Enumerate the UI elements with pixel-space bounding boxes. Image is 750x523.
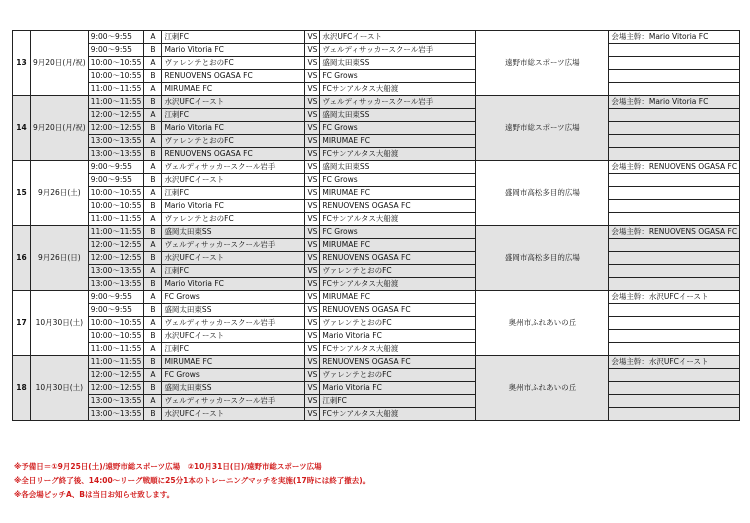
away-team: MIRUMAE FC — [320, 135, 476, 148]
vs-label: VS — [305, 148, 320, 161]
match-time: 13:00～13:55 — [88, 135, 144, 148]
round-venue: 遠野市総スポーツ広場 — [476, 31, 609, 96]
vs-label: VS — [305, 278, 320, 291]
match-time: 11:00～11:55 — [88, 356, 144, 369]
round-host: 会場主幹：RENUOVENS OGASA FC — [609, 161, 740, 174]
table-row — [13, 200, 740, 213]
match-time: 11:00～11:55 — [88, 83, 144, 96]
table-row — [13, 96, 740, 109]
match-pitch: A — [144, 239, 162, 252]
vs-label: VS — [305, 187, 320, 200]
match-time: 12:00～12:55 — [88, 252, 144, 265]
home-team: 江刺FC — [162, 31, 305, 44]
match-time: 13:00～13:55 — [88, 408, 144, 421]
match-pitch: B — [144, 226, 162, 239]
round-host: 会場主幹：Mario Vitoria FC — [609, 31, 740, 44]
match-time: 10:00～10:55 — [88, 317, 144, 330]
match-pitch: A — [144, 57, 162, 70]
round-venue: 遠野市総スポーツ広場 — [476, 96, 609, 161]
match-pitch: B — [144, 304, 162, 317]
match-time: 9:00～9:55 — [88, 174, 144, 187]
match-time: 10:00～10:55 — [88, 200, 144, 213]
match-time: 10:00～10:55 — [88, 330, 144, 343]
vs-label: VS — [305, 395, 320, 408]
home-team: 水沢UFCイースト — [162, 252, 305, 265]
match-time: 12:00～12:55 — [88, 382, 144, 395]
host-empty-cell — [609, 57, 740, 70]
host-empty-cell — [609, 408, 740, 421]
round-venue: 奥州市ふれあいの丘 — [476, 356, 609, 421]
away-team: 盛岡太田東SS — [320, 109, 476, 122]
vs-label: VS — [305, 70, 320, 83]
host-empty-cell — [609, 252, 740, 265]
match-pitch: A — [144, 291, 162, 304]
match-pitch: B — [144, 408, 162, 421]
away-team: MIRUMAE FC — [320, 239, 476, 252]
match-time: 12:00～12:55 — [88, 109, 144, 122]
table-row — [13, 174, 740, 187]
away-team: FC Grows — [320, 174, 476, 187]
round-number: 13 — [13, 31, 31, 96]
home-team: ヴァレンテとおのFC — [162, 135, 305, 148]
vs-label: VS — [305, 96, 320, 109]
match-time: 9:00～9:55 — [88, 31, 144, 44]
match-time: 10:00～10:55 — [88, 187, 144, 200]
round-date: 10月30日(土) — [31, 291, 89, 356]
match-time: 11:00～11:55 — [88, 96, 144, 109]
table-row — [13, 83, 740, 96]
vs-label: VS — [305, 174, 320, 187]
home-team: ヴェルディサッカースクール岩手 — [162, 161, 305, 174]
table-row — [13, 239, 740, 252]
home-team: 盛岡太田東SS — [162, 304, 305, 317]
away-team: ヴァレンテとおのFC — [320, 265, 476, 278]
host-empty-cell — [609, 382, 740, 395]
away-team: MIRUMAE FC — [320, 291, 476, 304]
away-team: RENUOVENS OGASA FC — [320, 252, 476, 265]
round-date: 9月20日(月/祝) — [31, 31, 89, 96]
match-time: 13:00～13:55 — [88, 278, 144, 291]
home-team: FC Grows — [162, 291, 305, 304]
round-host: 会場主幹：水沢UFCイースト — [609, 356, 740, 369]
vs-label: VS — [305, 213, 320, 226]
table-row — [13, 161, 740, 174]
away-team: 盛岡太田東SS — [320, 161, 476, 174]
host-empty-cell — [609, 83, 740, 96]
away-team: FCサンアルタス大船渡 — [320, 148, 476, 161]
home-team: ヴァレンテとおのFC — [162, 213, 305, 226]
vs-label: VS — [305, 252, 320, 265]
match-pitch: A — [144, 187, 162, 200]
home-team: RENUOVENS OGASA FC — [162, 148, 305, 161]
away-team: ヴァレンテとおのFC — [320, 317, 476, 330]
vs-label: VS — [305, 382, 320, 395]
home-team: ヴェルディサッカースクール岩手 — [162, 317, 305, 330]
match-pitch: B — [144, 174, 162, 187]
home-team: Mario Vitoria FC — [162, 278, 305, 291]
match-time: 11:00～11:55 — [88, 343, 144, 356]
table-row — [13, 265, 740, 278]
home-team: RENUOVENS OGASA FC — [162, 70, 305, 83]
table-row — [13, 252, 740, 265]
host-empty-cell — [609, 369, 740, 382]
match-pitch: A — [144, 317, 162, 330]
vs-label: VS — [305, 135, 320, 148]
round-date: 9月26日(土) — [31, 161, 89, 226]
away-team: FCサンアルタス大船渡 — [320, 83, 476, 96]
home-team: Mario Vitoria FC — [162, 200, 305, 213]
home-team: 盛岡太田東SS — [162, 226, 305, 239]
match-pitch: B — [144, 44, 162, 57]
match-time: 12:00～12:55 — [88, 369, 144, 382]
table-row — [13, 31, 740, 44]
vs-label: VS — [305, 200, 320, 213]
away-team: MIRUMAE FC — [320, 187, 476, 200]
host-empty-cell — [609, 135, 740, 148]
table-row — [13, 70, 740, 83]
table-row — [13, 317, 740, 330]
match-time: 10:00～10:55 — [88, 70, 144, 83]
table-row — [13, 291, 740, 304]
home-team: 盛岡太田東SS — [162, 382, 305, 395]
away-team: FCサンアルタス大船渡 — [320, 408, 476, 421]
note-reserve-days: ※予備日＝①9月25日(土)/遠野市総スポーツ広場 ②10月31日(日)/遠野市総スポーツ広場 — [14, 462, 322, 471]
table-row — [13, 226, 740, 239]
round-host: 会場主幹：Mario Vitoria FC — [609, 96, 740, 109]
match-pitch: A — [144, 109, 162, 122]
home-team: FC Grows — [162, 369, 305, 382]
match-time: 13:00～13:55 — [88, 148, 144, 161]
host-empty-cell — [609, 304, 740, 317]
schedule-sheet — [12, 30, 740, 421]
round-date: 10月30日(土) — [31, 356, 89, 421]
home-team: 水沢UFCイースト — [162, 174, 305, 187]
host-empty-cell — [609, 148, 740, 161]
vs-label: VS — [305, 57, 320, 70]
match-time: 9:00～9:55 — [88, 304, 144, 317]
away-team: FC Grows — [320, 122, 476, 135]
vs-label: VS — [305, 83, 320, 96]
match-pitch: A — [144, 213, 162, 226]
vs-label: VS — [305, 408, 320, 421]
home-team: 水沢UFCイースト — [162, 330, 305, 343]
away-team: ヴェルディサッカースクール岩手 — [320, 44, 476, 57]
match-time: 13:00～13:55 — [88, 265, 144, 278]
host-empty-cell — [609, 109, 740, 122]
home-team: ヴェルディサッカースクール岩手 — [162, 239, 305, 252]
table-row — [13, 122, 740, 135]
vs-label: VS — [305, 317, 320, 330]
host-empty-cell — [609, 343, 740, 356]
match-time: 12:00～12:55 — [88, 122, 144, 135]
away-team: FCサンアルタス大船渡 — [320, 213, 476, 226]
home-team: 水沢UFCイースト — [162, 96, 305, 109]
round-date: 9月20日(月/祝) — [31, 96, 89, 161]
round-number: 18 — [13, 356, 31, 421]
host-empty-cell — [609, 330, 740, 343]
away-team: RENUOVENS OGASA FC — [320, 200, 476, 213]
away-team: 盛岡太田東SS — [320, 57, 476, 70]
vs-label: VS — [305, 356, 320, 369]
table-row — [13, 135, 740, 148]
home-team: 江刺FC — [162, 109, 305, 122]
match-pitch: A — [144, 343, 162, 356]
match-pitch: A — [144, 395, 162, 408]
round-host: 会場主幹：RENUOVENS OGASA FC — [609, 226, 740, 239]
match-time: 12:00～12:55 — [88, 239, 144, 252]
notes — [14, 460, 370, 502]
match-pitch: B — [144, 278, 162, 291]
home-team: ヴェルディサッカースクール岩手 — [162, 395, 305, 408]
home-team: MIRUMAE FC — [162, 356, 305, 369]
match-time: 11:00～11:55 — [88, 213, 144, 226]
schedule-table — [12, 30, 740, 421]
match-pitch: B — [144, 382, 162, 395]
vs-label: VS — [305, 343, 320, 356]
vs-label: VS — [305, 369, 320, 382]
match-pitch: B — [144, 148, 162, 161]
host-empty-cell — [609, 278, 740, 291]
table-row — [13, 408, 740, 421]
round-date: 9月26日(日) — [31, 226, 89, 291]
match-time: 13:00～13:55 — [88, 395, 144, 408]
table-row — [13, 356, 740, 369]
match-time: 9:00～9:55 — [88, 44, 144, 57]
away-team: ヴァレンテとおのFC — [320, 369, 476, 382]
table-row — [13, 213, 740, 226]
host-empty-cell — [609, 213, 740, 226]
vs-label: VS — [305, 109, 320, 122]
round-host: 会場主幹：水沢UFCイースト — [609, 291, 740, 304]
match-time: 10:00～10:55 — [88, 57, 144, 70]
note-pitch-info: ※各会場ピッチA、Bは当日お知らせ致します。 — [14, 490, 175, 499]
match-pitch: A — [144, 31, 162, 44]
home-team: ヴァレンテとおのFC — [162, 57, 305, 70]
table-row — [13, 369, 740, 382]
host-empty-cell — [609, 122, 740, 135]
vs-label: VS — [305, 161, 320, 174]
away-team: Mario Vitoria FC — [320, 330, 476, 343]
match-pitch: A — [144, 135, 162, 148]
away-team: FC Grows — [320, 226, 476, 239]
match-pitch: A — [144, 369, 162, 382]
host-empty-cell — [609, 187, 740, 200]
round-number: 14 — [13, 96, 31, 161]
table-row — [13, 44, 740, 57]
match-pitch: B — [144, 96, 162, 109]
match-pitch: B — [144, 200, 162, 213]
round-number: 17 — [13, 291, 31, 356]
match-pitch: A — [144, 265, 162, 278]
vs-label: VS — [305, 31, 320, 44]
host-empty-cell — [609, 395, 740, 408]
vs-label: VS — [305, 239, 320, 252]
round-venue: 奥州市ふれあいの丘 — [476, 291, 609, 356]
vs-label: VS — [305, 44, 320, 57]
host-empty-cell — [609, 70, 740, 83]
home-team: Mario Vitoria FC — [162, 44, 305, 57]
home-team: Mario Vitoria FC — [162, 122, 305, 135]
away-team: FCサンアルタス大船渡 — [320, 343, 476, 356]
match-pitch: B — [144, 70, 162, 83]
home-team: MIRUMAE FC — [162, 83, 305, 96]
match-time: 9:00～9:55 — [88, 161, 144, 174]
round-venue: 盛岡市高松多目的広場 — [476, 161, 609, 226]
host-empty-cell — [609, 239, 740, 252]
host-empty-cell — [609, 44, 740, 57]
vs-label: VS — [305, 291, 320, 304]
match-time: 9:00～9:55 — [88, 291, 144, 304]
table-row — [13, 109, 740, 122]
home-team: 江刺FC — [162, 343, 305, 356]
away-team: 水沢UFCイースト — [320, 31, 476, 44]
match-pitch: B — [144, 252, 162, 265]
host-empty-cell — [609, 174, 740, 187]
match-pitch: B — [144, 122, 162, 135]
vs-label: VS — [305, 226, 320, 239]
match-pitch: B — [144, 356, 162, 369]
away-team: FC Grows — [320, 70, 476, 83]
away-team: Mario Vitoria FC — [320, 382, 476, 395]
match-pitch: A — [144, 161, 162, 174]
round-number: 16 — [13, 226, 31, 291]
vs-label: VS — [305, 265, 320, 278]
home-team: 江刺FC — [162, 265, 305, 278]
away-team: RENUOVENS OGASA FC — [320, 356, 476, 369]
away-team: ヴェルディサッカースクール岩手 — [320, 96, 476, 109]
note-training-match: ※全日リーグ終了後、14:00～リーグ戦順に25分1本のトレーニングマッチを実施(17時には終了撤去)。 — [14, 476, 371, 485]
vs-label: VS — [305, 122, 320, 135]
table-row — [13, 187, 740, 200]
table-row — [13, 330, 740, 343]
table-row — [13, 304, 740, 317]
table-row — [13, 57, 740, 70]
round-venue: 盛岡市高松多目的広場 — [476, 226, 609, 291]
away-team: 江刺FC — [320, 395, 476, 408]
away-team: FCサンアルタス大船渡 — [320, 278, 476, 291]
table-row — [13, 148, 740, 161]
host-empty-cell — [609, 265, 740, 278]
host-empty-cell — [609, 200, 740, 213]
match-time: 11:00～11:55 — [88, 226, 144, 239]
table-row — [13, 395, 740, 408]
table-row — [13, 343, 740, 356]
away-team: RENUOVENS OGASA FC — [320, 304, 476, 317]
match-pitch: B — [144, 330, 162, 343]
host-empty-cell — [609, 317, 740, 330]
table-row — [13, 382, 740, 395]
vs-label: VS — [305, 304, 320, 317]
home-team: 水沢UFCイースト — [162, 408, 305, 421]
table-row — [13, 278, 740, 291]
home-team: 江刺FC — [162, 187, 305, 200]
vs-label: VS — [305, 330, 320, 343]
round-number: 15 — [13, 161, 31, 226]
match-pitch: A — [144, 83, 162, 96]
